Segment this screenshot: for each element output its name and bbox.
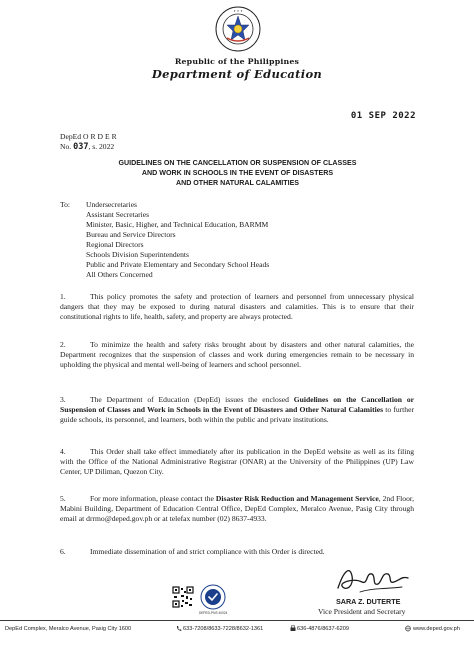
date-stamp: 01 SEP 2022 (350, 111, 416, 121)
recipient-item: Assistant Secretaries (86, 210, 150, 219)
paragraph-number: 6. (60, 547, 66, 556)
order-no-label: No. (60, 142, 72, 151)
title-line-1: GUIDELINES ON THE CANCELLATION OR SUSPENSION OF CLASSES (118, 159, 357, 167)
order-number-line (60, 142, 114, 152)
order-number: 037 (73, 142, 89, 152)
order-series: , s. 2022 (88, 142, 115, 151)
paragraph-1 (60, 292, 414, 322)
signatory-title: Vice President and Secretary (318, 607, 406, 616)
svg-text:✦ ✦ ✦: ✦ ✦ ✦ (233, 8, 243, 13)
footer-phone: 633-7208/8633-7228/8632-1361 (183, 626, 264, 632)
paragraph-text: This policy promotes the safety and protection of learners and personnel from unnecessary physical dangers that they may be exposed to during natural disasters and calamities. This is to ensure that their constitutional rights to life, health, safety, and property are always protected. (60, 292, 414, 321)
paragraph-4 (60, 447, 414, 477)
footer-address: DepEd Complex, Meralco Avenue, Pasig City 1600 (5, 626, 132, 632)
paragraph-3 (60, 395, 414, 425)
recipient-item: Regional Directors (86, 240, 144, 249)
paragraph-number: 5. (60, 494, 66, 503)
paragraph-text: Immediate dissemination of and strict compliance with this Order is directed. (90, 547, 325, 556)
globe-icon (405, 625, 411, 632)
deped-seal-icon (215, 6, 261, 52)
certification-logo-icon (200, 584, 226, 610)
footer-fax: 636-4876/8637-6209 (297, 626, 349, 632)
recipient-list (86, 200, 269, 280)
paragraph-text: For more information, please contact the (90, 494, 216, 503)
handwritten-signature (332, 562, 412, 596)
footer-website: www.deped.gov.ph (413, 626, 460, 632)
guidelines-title-bold: Guidelines on the Cancellation or Suspension of Classes and Work in Schools in the Event of Disasters and Other Natural Calamities (60, 395, 414, 414)
paragraph-text: The Department of Education (DepEd) issues the enclosed (90, 395, 294, 404)
signatory-name: SARA Z. DUTERTE (336, 597, 401, 606)
paragraph-number: 3. (60, 395, 66, 404)
paragraph-text: to further guide schools, its personnel, and learners, both within the public and private institutions. (60, 405, 414, 424)
recipient-item: All Others Concerned (86, 270, 153, 279)
qr-code-icon (172, 586, 194, 608)
paragraph-text: This Order shall take effect immediately after its publication in the DepEd website as well as its filing with the Office of the National Administrative Registrar (ONAR) at the University of the Philippines (UP) Law Center, UP Diliman, Quezon City. (60, 447, 414, 476)
paragraph-5 (60, 494, 414, 524)
recipient-item: Public and Private Elementary and Secondary School Heads (86, 260, 270, 269)
paragraph-number: 2. (60, 340, 66, 349)
recipient-item: Minister, Basic, Higher, and Technical Education, BARMM (86, 220, 269, 229)
certification-code: DEPED-PNS 40024 (199, 611, 228, 615)
order-label (60, 132, 119, 142)
document-title (60, 158, 415, 189)
recipient-item: Undersecretaries (86, 200, 138, 209)
paragraph-2 (60, 340, 414, 370)
title-line-3: AND OTHER NATURAL CALAMITIES (175, 179, 300, 188)
republic-header: Republic of the Philippines (174, 57, 300, 66)
paragraph-number: 4. (60, 447, 66, 456)
recipient-item: Bureau and Service Directors (86, 230, 176, 239)
title-line-2: AND WORK IN SCHOOLS IN THE EVENT OF DISASTERS (141, 169, 334, 178)
order-prefix: DepEd (60, 132, 82, 141)
phone-icon (176, 625, 182, 632)
department-header: Department of Education (151, 67, 323, 81)
paragraph-number: 1. (60, 292, 66, 301)
page-footer (0, 620, 474, 670)
paragraph-6 (60, 547, 414, 557)
paragraph-text: To minimize the health and safety risks brought about by disasters and other natural calamities, the Department recognizes that the suspension of classes and work during emergencies remain to be necessary in upholding the physical and mental well-being of learners and school personnel. (60, 340, 414, 369)
to-label: To: (60, 200, 71, 209)
drrms-office-bold: Disaster Risk Reduction and Management Service (215, 494, 379, 503)
fax-icon (290, 625, 296, 632)
paragraph-text: , 2nd Floor, Mabini Building, Department of Education Central Office, DepEd Complex, Meralco Avenue, Pasig City through email at drrmo@deped.gov.ph or at telefax number (02) 8637-4933. (60, 494, 415, 523)
order-word: ORDER (83, 132, 119, 141)
recipient-item: Schools Division Superintendents (86, 250, 189, 259)
